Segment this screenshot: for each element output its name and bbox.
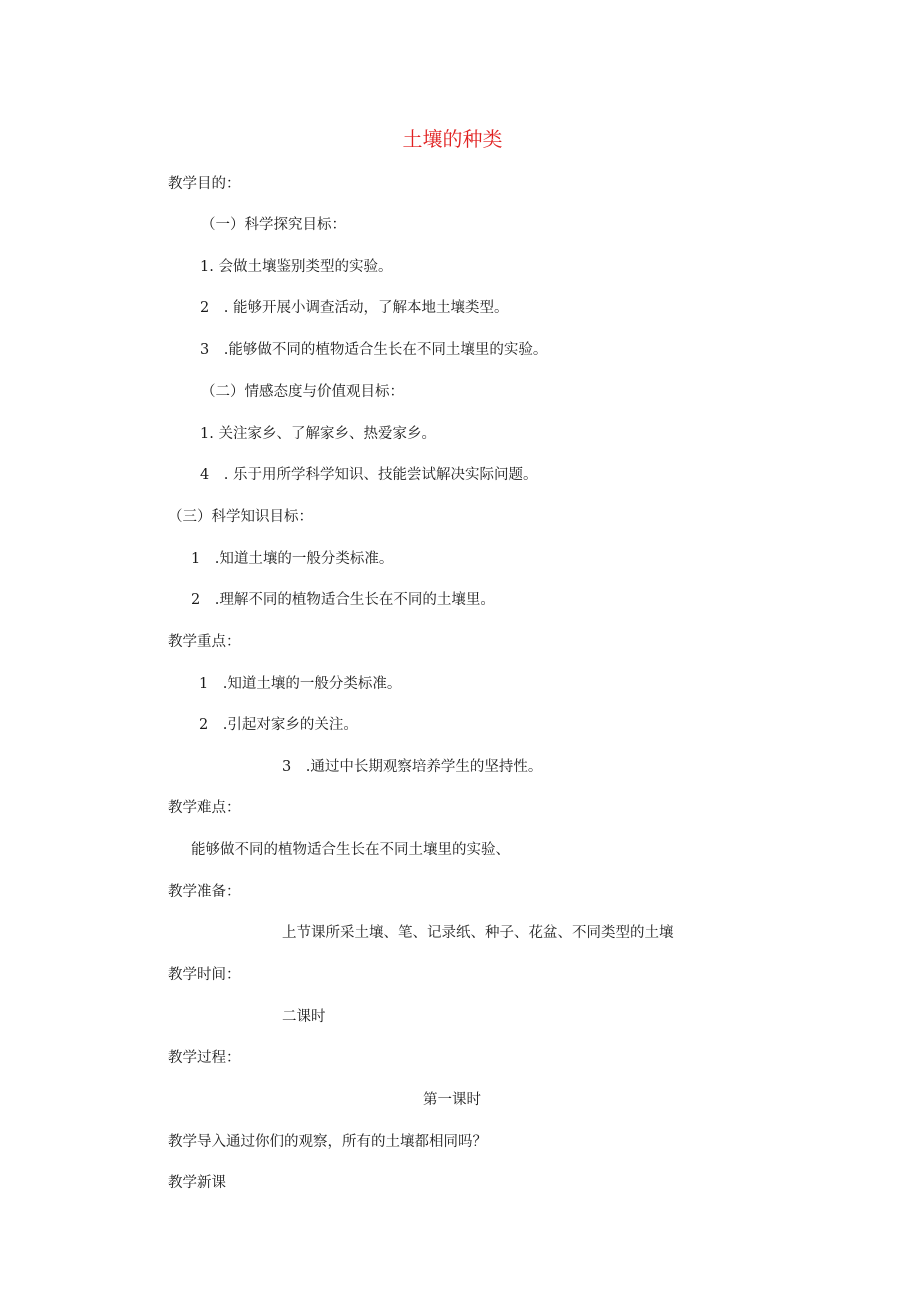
list-item: 1 .知道土壤的一般分类标准。 xyxy=(199,676,402,692)
subheading-science-inquiry: （一）科学探究目标： xyxy=(201,217,346,233)
subheading-attitude-values: （二）情感态度与价值观目标： xyxy=(201,384,404,400)
paragraph: 二课时 xyxy=(282,1009,326,1025)
paragraph: 教学新课 xyxy=(168,1175,226,1191)
heading-preparation: 教学准备： xyxy=(168,884,241,900)
heading-teaching-time: 教学时间： xyxy=(168,967,241,983)
subheading-science-knowledge: （三）科学知识目标： xyxy=(168,509,313,525)
list-item: 3 .通过中长期观察培养学生的坚持性。 xyxy=(282,759,543,775)
list-item: 2 .理解不同的植物适合生长在不同的土壤里。 xyxy=(191,592,495,608)
paragraph: 能够做不同的植物适合生长在不同土壤里的实验、 xyxy=(191,842,510,858)
page-title: 土壤的种类 xyxy=(402,127,503,151)
heading-key-points: 教学重点： xyxy=(168,634,241,650)
section-label: 第一课时 xyxy=(423,1092,481,1108)
paragraph: 上节课所采土壤、笔、记录纸、种子、花盆、不同类型的土壤 xyxy=(282,925,674,941)
list-item: 3 .能够做不同的植物适合生长在不同土壤里的实验。 xyxy=(200,342,548,358)
list-item: 1. 关注家乡、了解家乡、热爱家乡。 xyxy=(200,426,436,442)
list-item: 4 . 乐于用所学科学知识、技能尝试解决实际问题。 xyxy=(200,467,538,483)
paragraph: 教学导入通过你们的观察，所有的土壤都相同吗？ xyxy=(168,1134,487,1150)
heading-teaching-process: 教学过程： xyxy=(168,1050,241,1066)
list-item: 2 .引起对家乡的关注。 xyxy=(199,717,358,733)
heading-teaching-goals: 教学目的： xyxy=(168,176,241,192)
list-item: 1. 会做土壤鉴别类型的实验。 xyxy=(200,259,393,275)
list-item: 2 . 能够开展小调查活动，了解本地土壤类型。 xyxy=(200,300,509,316)
list-item: 1 .知道土壤的一般分类标准。 xyxy=(191,551,394,567)
heading-difficulties: 教学难点： xyxy=(168,800,241,816)
